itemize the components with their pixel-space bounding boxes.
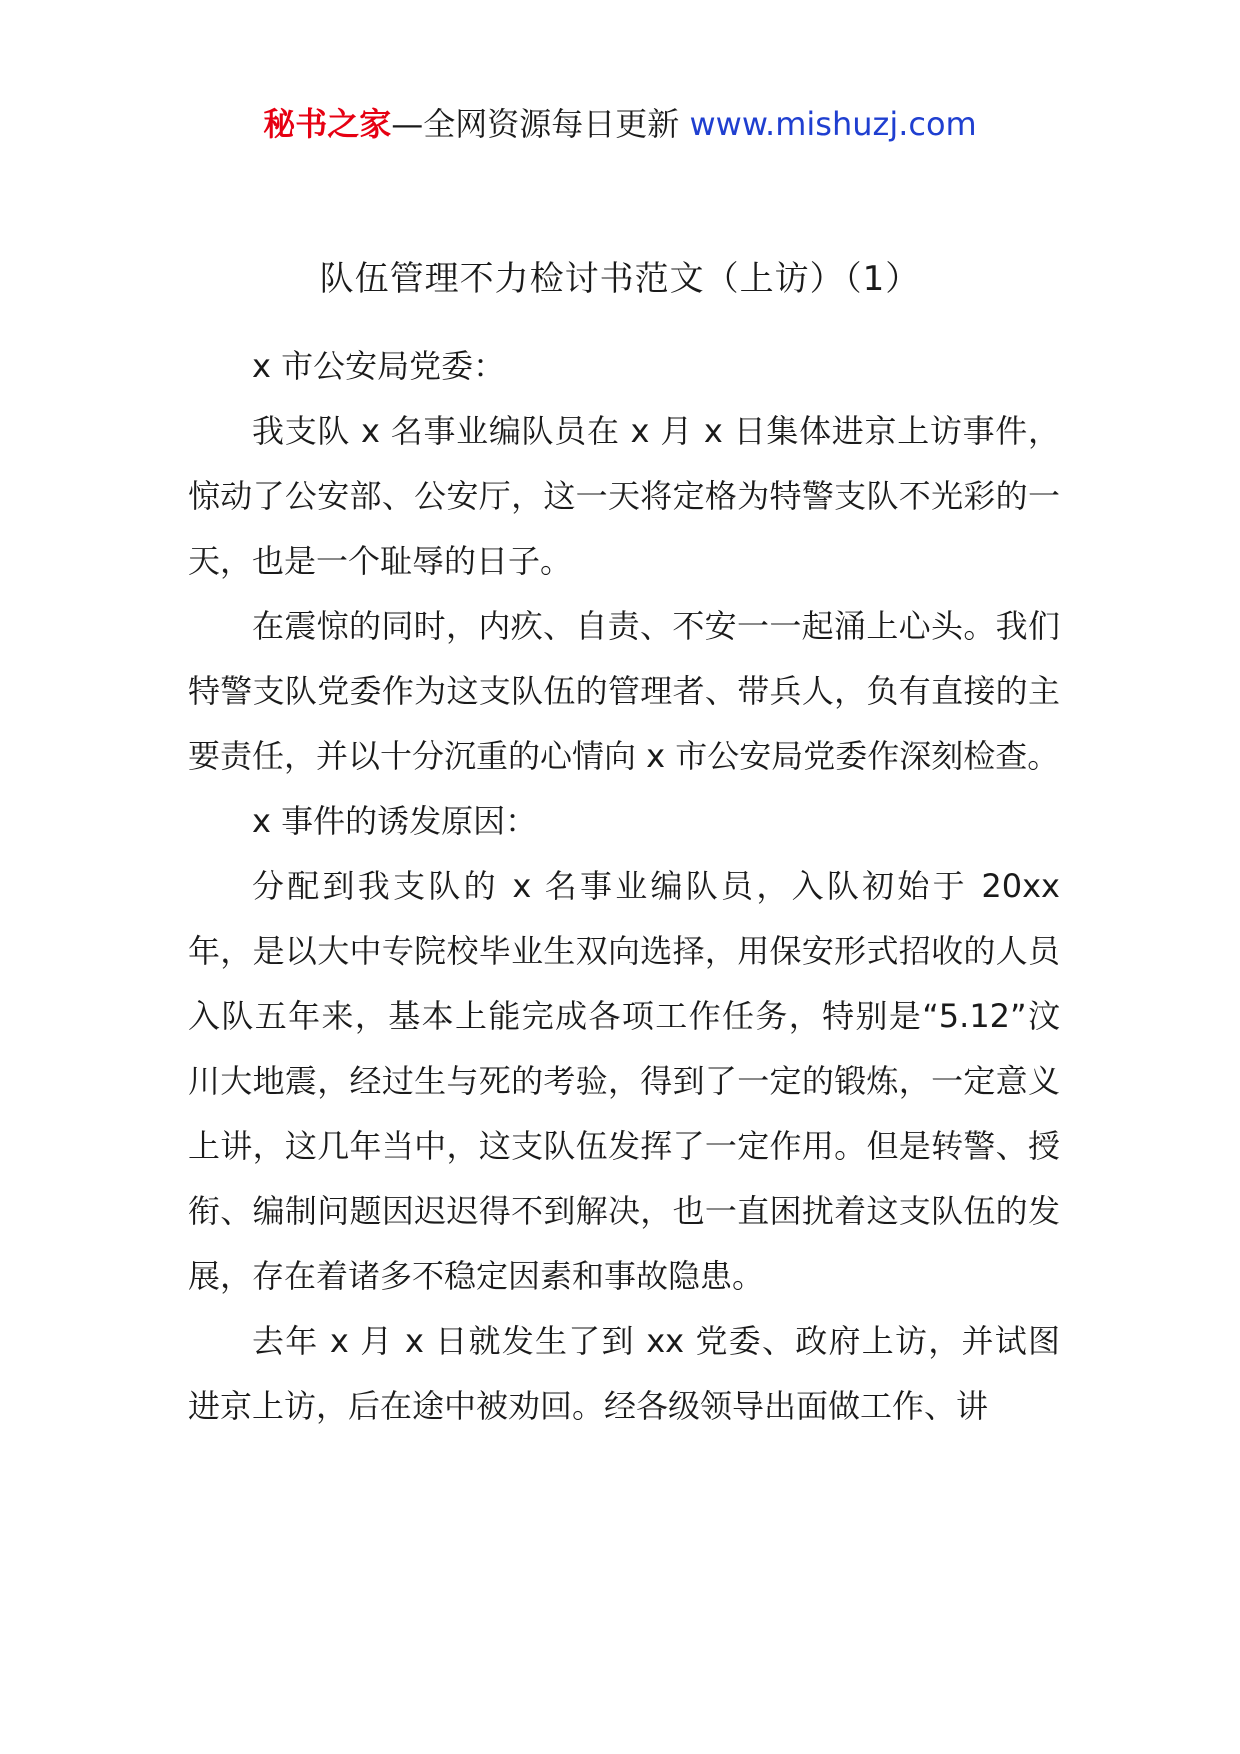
site-tagline: —全网资源每日更新	[391, 105, 690, 143]
site-brand: 秘书之家	[263, 105, 392, 143]
paragraph: 我支队 x 名事业编队员在 x 月 x 日集体进京上访事件，惊动了公安部、公安厅，这一天将定格为特警支队不光彩的一天，也是一个耻辱的日子。	[188, 412, 1060, 580]
document-title: 队伍管理不力检讨书范文（上访）（1）	[319, 259, 921, 299]
salutation: x 市公安局党委：	[252, 347, 506, 385]
site-url-link[interactable]: www.mishuzj.com	[689, 105, 977, 143]
document-body	[188, 334, 1060, 1439]
paragraph: 去年 x 月 x 日就发生了到 xx 党委、政府上访，并试图进京上访，后在途中被劝回。经各级领导出面做工作、讲	[188, 1322, 1060, 1425]
paragraph: 分配到我支队的 x 名事业编队员，入队初始于 20xx 年，是以大中专院校毕业生双向选择，用保安形式招收的人员入队五年来，基本上能完成各项工作任务，特别是“5.12”汶川大地震，经过生与死的考验，得到了一定的锻炼，一定意义上讲，这几年当中，这支队伍发挥了一定作用。但是转警、授衔、编制问题因迟迟得不到解决，也一直困扰着这支队伍的发展，存在着诸多不稳定因素和事故隐患。	[188, 867, 1060, 1295]
section-heading: x 事件的诱发原因：	[252, 802, 538, 840]
site-header	[0, 100, 1240, 148]
paragraph: 在震惊的同时，内疚、自责、不安一一起涌上心头。我们特警支队党委作为这支队伍的管理者、带兵人，负有直接的主要责任，并以十分沉重的心情向 x 市公安局党委作深刻检查。	[188, 607, 1060, 775]
